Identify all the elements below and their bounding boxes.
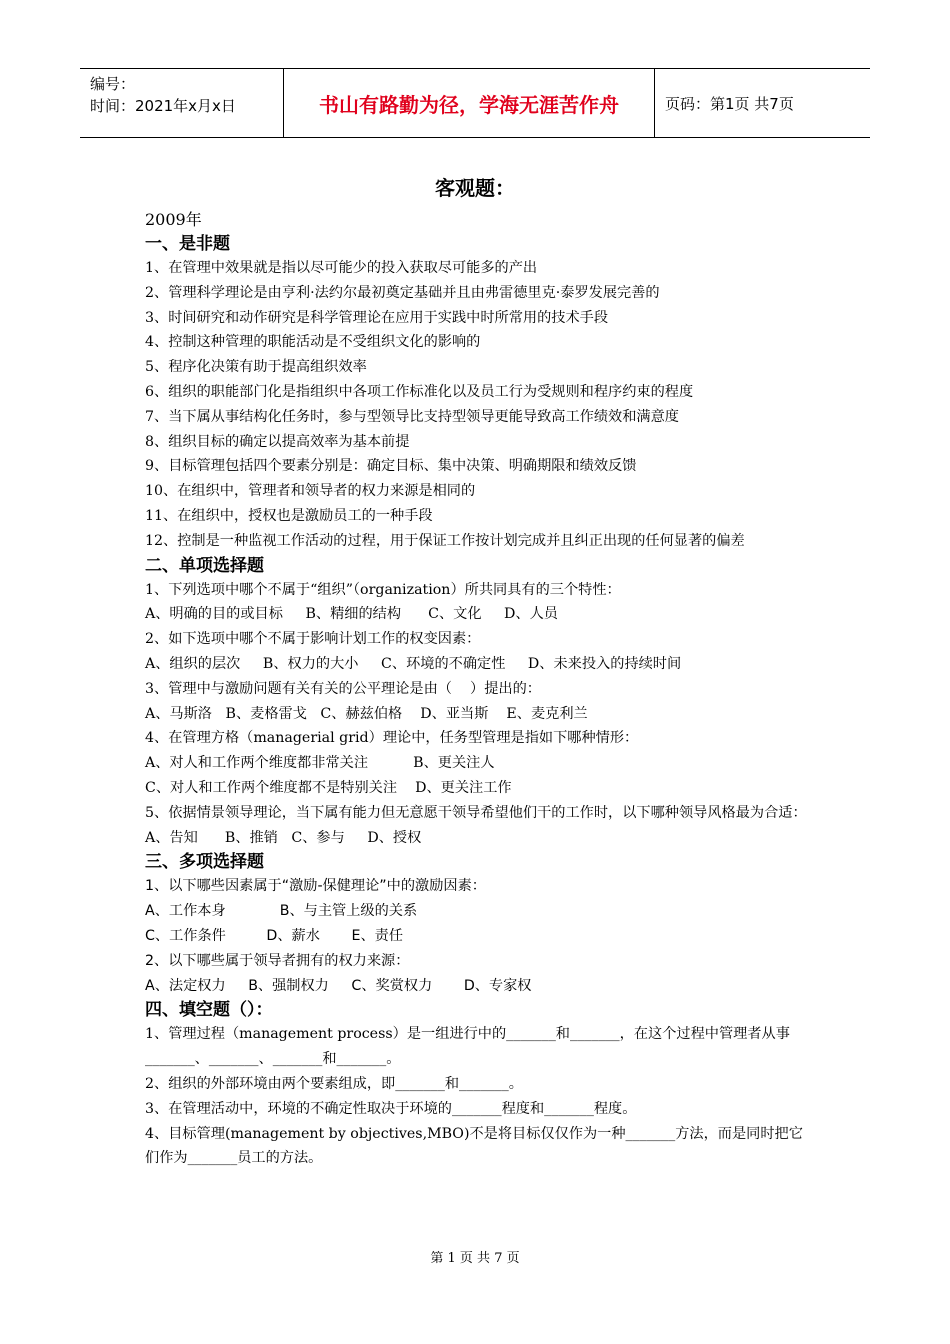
section-heading-single-choice: 二、单项选择题: [145, 555, 264, 576]
question-line: 9、目标管理包括四个要素分别是：确定目标、集中决策、明确期限和绩效反馈: [145, 458, 637, 475]
question-line: 2、组织的外部环境由两个要素组成，即_______和_______。: [145, 1075, 523, 1092]
question-line: 3、在管理活动中，环境的不确定性取决于环境的_______程度和_______程度。: [145, 1100, 637, 1117]
options-line: C、对人和工作两个维度都不是特别关注 D、更关注工作: [145, 779, 512, 796]
question-line: 7、当下属从事结构化任务时，参与型领导比支持型领导更能导致高工作绩效和满意度: [145, 408, 679, 425]
options-line: A、告知 B、推销 C、参与 D、授权: [145, 829, 422, 846]
question-line: 11、在组织中，授权也是激励员工的一种手段: [145, 507, 433, 524]
question-line: 3、管理中与激励问题有关有关的公平理论是由（ ）提出的：: [145, 680, 541, 697]
question-line: 4、目标管理(management by objectives,MBO)不是将目标仅仅作为一种_______方法，而是同时把它们作为_______员工的方法。: [145, 1125, 803, 1167]
question-line: 10、在组织中，管理者和领导者的权力来源是相同的: [145, 483, 476, 500]
options-line: A、明确的目的或目标 B、精细的结构 C、文化 D、人员: [145, 606, 558, 623]
question-line: 2、以下哪些属于领导者拥有的权力来源：: [145, 952, 410, 969]
page-title: 客观题：: [435, 176, 515, 200]
section-heading-true-false: 一、是非题: [145, 234, 230, 254]
year-heading: 2009年: [145, 210, 202, 229]
page-footer: 第 1 页 共 7 页: [430, 1251, 520, 1266]
question-line: 5、依据情景领导理论，当下属有能力但无意愿干领导希望他们干的工作时，以下哪种领导风格最为合适：: [145, 804, 807, 821]
header-info: [80, 69, 284, 137]
options-line: A、组织的层次 B、权力的大小 C、环境的不确定性 D、未来投入的持续时间: [145, 655, 682, 672]
question-line: 1、管理过程（management process）是一组进行中的_______和_______，在这个过程中管理者从事_______、_______、_______和_______。: [145, 1026, 790, 1068]
question-line: 5、程序化决策有助于提高组织效率: [145, 359, 367, 376]
question-line: 3、时间研究和动作研究是科学管理论在应用于实践中时所常用的技术手段: [145, 309, 609, 326]
question-line: 1、下列选项中哪个不属于“组织”（organization）所共同具有的三个特性：: [145, 581, 621, 598]
question-line: 6、组织的职能部门化是指组织中各项工作标准化以及员工行为受规则和程序约束的程度: [145, 383, 694, 400]
question-line: 4、在管理方格（managerial grid）理论中，任务型管理是指如下哪种情形：: [145, 730, 639, 747]
options-line: C、工作条件 D、薪水 E、责任: [145, 927, 404, 944]
options-line: A、对人和工作两个维度都非常关注 B、更关注人: [145, 755, 495, 772]
question-line: 2、管理科学理论是由亨利·法约尔最初奠定基础并且由弗雷德里克·泰罗发展完善的: [145, 284, 660, 301]
question-line: 8、组织目标的确定以提高效率为基本前提: [145, 433, 410, 450]
document-date: 时间：2021年x月x日: [90, 97, 236, 115]
question-line: 12、控制是一种监视工作活动的过程，用于保证工作按计划完成并且纠正出现的任何显著的偏差: [145, 532, 745, 549]
header-page-number: 页码：第1页 共7页: [665, 94, 794, 113]
options-line: A、法定权力 B、强制权力 C、奖赏权力 D、专家权: [145, 977, 532, 994]
section-heading-multiple-choice: 三、多项选择题: [145, 852, 264, 873]
section-heading-fill-in: 四、填空题（）：: [145, 1000, 273, 1021]
page-header: [80, 68, 870, 138]
header-motto: 书山有路勤为径，学海无涯苦作舟: [284, 69, 655, 137]
question-line: 2、如下选项中哪个不属于影响计划工作的权变因素：: [145, 631, 481, 648]
question-line: 1、以下哪些因素属于“激励-保健理论”中的激励因素：: [145, 878, 486, 895]
document-number: 编号：: [90, 75, 136, 93]
question-line: 4、控制这种管理的职能活动是不受组织文化的影响的: [145, 334, 481, 351]
options-line: A、马斯洛 B、麦格雷戈 C、赫兹伯格 D、亚当斯 E、麦克利兰: [145, 705, 588, 722]
question-line: 1、在管理中效果就是指以尽可能少的投入获取尽可能多的产出: [145, 260, 538, 276]
options-line: A、工作本身 B、与主管上级的关系: [145, 903, 418, 920]
document-body: [145, 208, 815, 1171]
